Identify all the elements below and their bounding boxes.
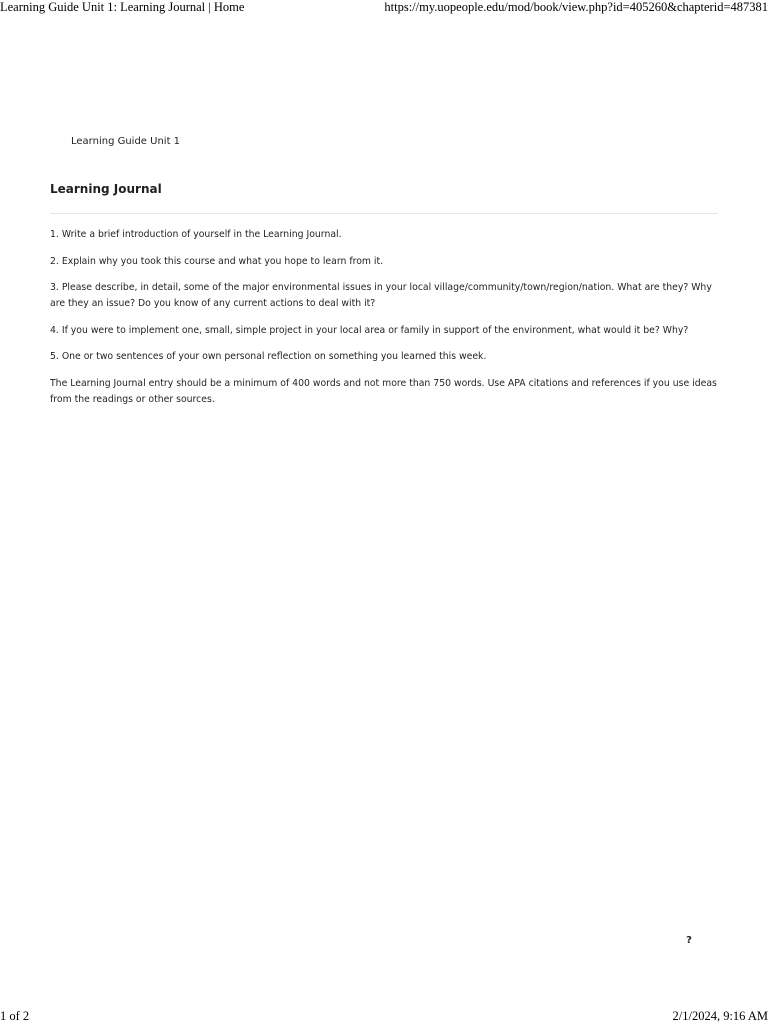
content-paragraph: 3. Please describe, in detail, some of the major environmental issues in your local village/community/town/region/nation. What are they? Why are they an issue? Do you know of any current actions to deal with it? xyxy=(50,280,718,312)
page-title: Learning Journal xyxy=(50,182,162,196)
help-button[interactable] xyxy=(683,935,695,949)
content-paragraph: 2. Explain why you took this course and what you hope to learn from it. xyxy=(50,254,718,270)
document-title: Learning Guide Unit 1: Learning Journal | Home xyxy=(0,0,244,15)
content-paragraph: 4. If you were to implement one, small, simple project in your local area or family in support of the environment, what would it be? Why? xyxy=(50,323,718,339)
print-header xyxy=(0,0,768,16)
content-paragraph: The Learning Journal entry should be a minimum of 400 words and not more than 750 words. Use APA citations and references if you use ideas from the readings or other sources. xyxy=(50,376,718,408)
help-icon: ? xyxy=(686,935,692,946)
content-paragraph: 1. Write a brief introduction of yourself in the Learning Journal. xyxy=(50,227,718,243)
breadcrumb[interactable]: Learning Guide Unit 1 xyxy=(71,136,180,147)
content-paragraph: 5. One or two sentences of your own personal reflection on something you learned this week. xyxy=(50,349,718,365)
print-timestamp: 2/1/2024, 9:16 AM xyxy=(673,1009,768,1024)
page-counter: 1 of 2 xyxy=(0,1009,29,1024)
chapter-content xyxy=(50,227,718,418)
title-divider xyxy=(50,213,718,214)
document-url: https://my.uopeople.edu/mod/book/view.php?id=405260&chapterid=487381 xyxy=(384,0,768,15)
print-footer xyxy=(0,1009,768,1025)
